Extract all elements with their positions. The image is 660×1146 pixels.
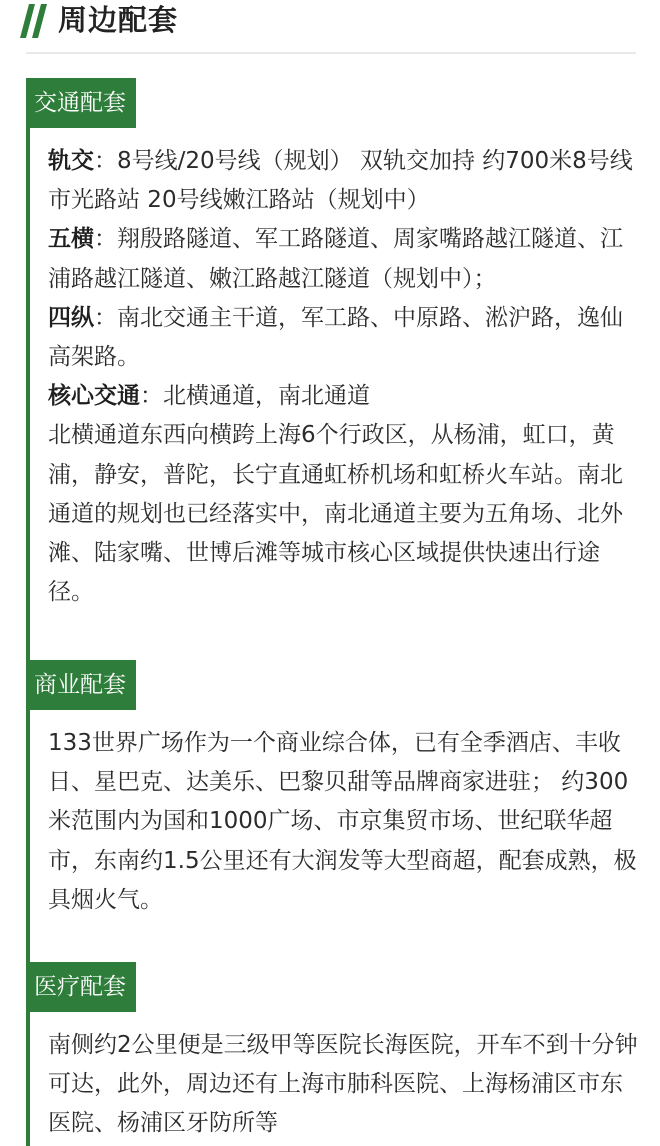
transport-item-text: 翔殷路隧道、军工路隧道、周家嘴路越江隧道、江浦路越江隧道、嫩江路越江隧道（规划中）； bbox=[48, 226, 623, 292]
transport-item-text: 北横通道，南北通道 bbox=[163, 383, 370, 410]
transport-paragraph: 北横通道东西向横跨上海6个行政区，从杨浦，虹口，黄浦，静安，普陀，长宁直通虹桥机场和虹桥火车站。南北通道的规划也已经落实中，南北通道主要为五角场、北外滩、陆家嘴、世博后滩等城市核心区域提供快速出行途径。 bbox=[48, 422, 623, 606]
transport-item-text: 南北交通主干道，军工路、中原路、淞沪路，逸仙高架路。 bbox=[48, 304, 623, 371]
section-body-medical bbox=[48, 1026, 640, 1144]
medical-paragraph: 南侧约2公里便是三级甲等医院长海医院，开车不到十分钟可达，此外，周边还有上海市肺科医院、上海杨浦区市东医院、杨浦区牙防所等 bbox=[48, 1032, 638, 1137]
transport-item-label: 五横 bbox=[48, 226, 94, 253]
transport-item-east-west bbox=[48, 220, 640, 298]
section-tag-transport: 交通配套 bbox=[26, 78, 136, 128]
transport-item-sep: ： bbox=[94, 226, 117, 253]
transport-item-north-south bbox=[48, 299, 640, 377]
transport-item-label: 轨交 bbox=[48, 148, 94, 174]
section-tag-commercial: 商业配套 bbox=[26, 660, 136, 710]
transport-item-sep: ： bbox=[94, 304, 117, 331]
transport-item-label: 四纵 bbox=[48, 304, 94, 331]
transport-item-sep: ： bbox=[94, 148, 117, 174]
transport-item-core bbox=[48, 377, 640, 416]
transport-item-sep: ： bbox=[140, 383, 163, 410]
commercial-paragraph: 133世界广场作为一个商业综合体，已有全季酒店、丰收日、星巴克、达美乐、巴黎贝甜等品牌商家进驻； 约300米范围内为国和1000广场、市京集贸市场、世纪联华超市，东南约1.5公里还有大润发等大型商超，配套成熟，极具烟火气。 bbox=[48, 730, 637, 913]
transport-item-text: 8号线/20号线（规划） 双轨交加持 约700米8号线市光路站 20号线嫩江路站（规划中） bbox=[48, 148, 633, 214]
transport-item-label: 核心交通 bbox=[48, 383, 140, 410]
page-title: 周边配套 bbox=[58, 3, 179, 37]
header-divider bbox=[26, 52, 636, 54]
section-body-commercial bbox=[48, 724, 640, 920]
section-body-transport bbox=[48, 142, 640, 612]
page-header bbox=[0, 0, 660, 52]
double-slash-icon bbox=[20, 4, 48, 38]
transport-item-metro bbox=[48, 142, 640, 220]
section-tag-medical: 医疗配套 bbox=[26, 962, 136, 1012]
